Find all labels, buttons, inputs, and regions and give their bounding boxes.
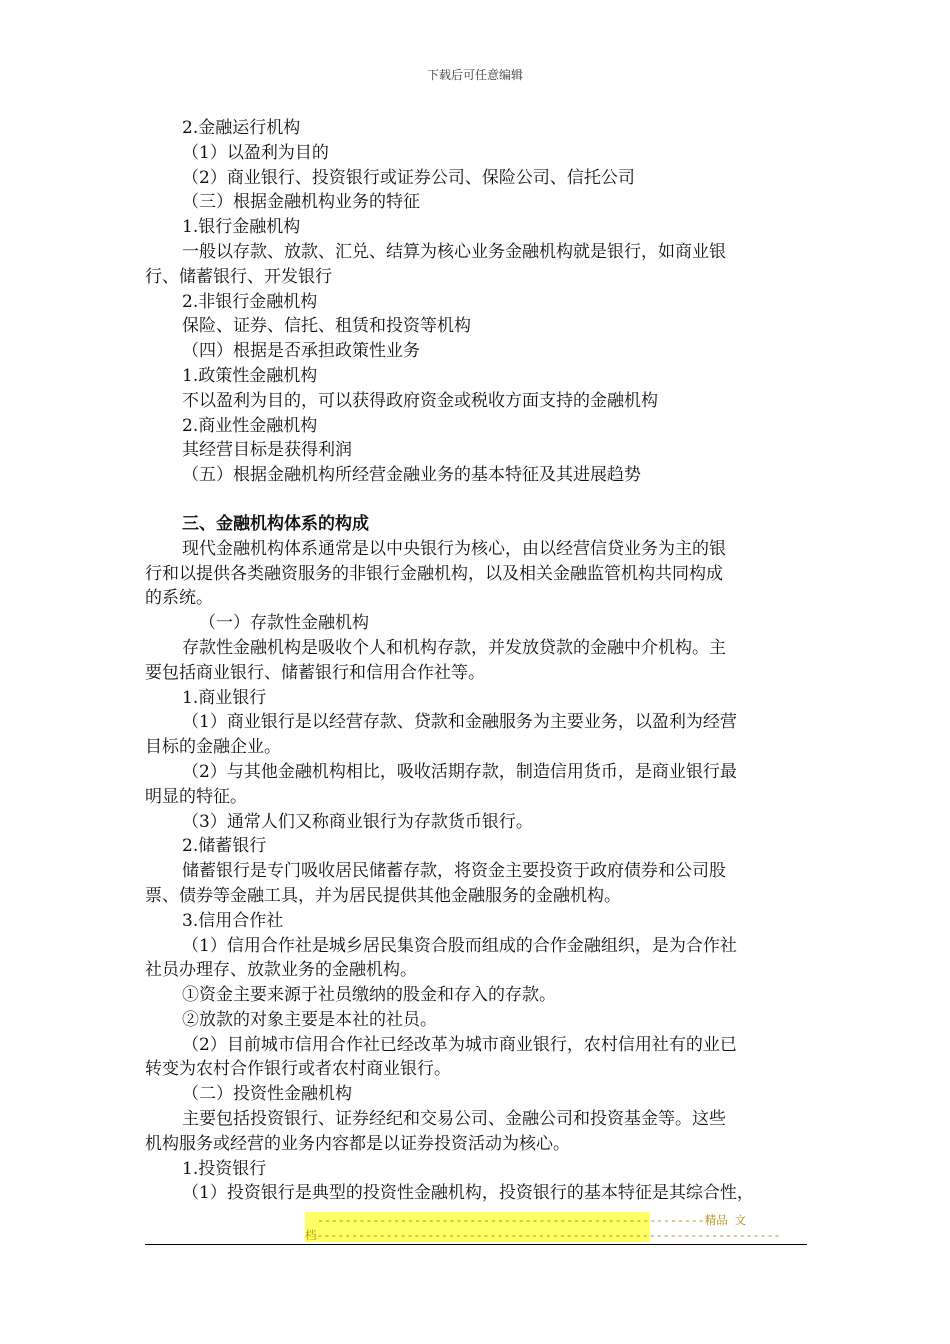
text-line: 行和以提供各类融资服务的非银行金融机构，以及相关金融监管机构共同构成: [145, 563, 723, 584]
text-line: 明显的特征。: [145, 786, 247, 807]
section-heading: 三、金融机构体系的构成: [182, 513, 369, 534]
text-line: 票、债券等金融工具，并为居民提供其他金融服务的金融机构。: [145, 885, 621, 906]
text-line: 要包括商业银行、储蓄银行和信用合作社等。: [145, 662, 485, 683]
text-line: 不以盈利为目的，可以获得政府资金或税收方面支持的金融机构: [182, 390, 658, 411]
document-body: [145, 116, 810, 1206]
text-line: （五）根据金融机构所经营金融业务的基本特征及其进展趋势: [182, 465, 641, 486]
text-line: （1）信用合作社是城乡居民集资合股而组成的合作金融组织，是为合作社: [182, 935, 737, 956]
text-line: 1.商业银行: [182, 687, 267, 708]
text-line: 转变为农村合作银行或者农村商业银行。: [145, 1059, 451, 1080]
text-line: ①资金主要来源于社员缴纳的股金和存入的存款。: [182, 985, 556, 1006]
text-line: 1.银行金融机构: [182, 217, 301, 238]
text-line: 的系统。: [145, 588, 213, 609]
text-line: 行、储蓄银行、开发银行: [145, 266, 332, 287]
text-line: ②放款的对象主要是本社的社员。: [182, 1009, 437, 1030]
footer-rule: [145, 1244, 807, 1245]
text-line: （1）以盈利为目的: [182, 142, 329, 163]
text-line: 储蓄银行是专门吸收居民储蓄存款，将资金主要投资于政府债券和公司股: [182, 861, 726, 882]
footer-line-1: --------------------------------------------------------精品 文: [317, 1213, 747, 1227]
text-line: 1.政策性金融机构: [182, 365, 318, 386]
text-line: 保险、证券、信托、租赁和投资等机构: [182, 316, 471, 337]
text-line: 现代金融机构体系通常是以中央银行为核心，由以经营信贷业务为主的银: [182, 538, 726, 559]
text-line: （2）目前城市信用合作社已经改革为城市商业银行，农村信用社有的业已: [182, 1034, 737, 1055]
text-line: （2）商业银行、投资银行或证券公司、保险公司、信托公司: [182, 167, 635, 188]
text-line: （2）与其他金融机构相比，吸收活期存款，制造信用货币，是商业银行最: [182, 761, 737, 782]
text-line: （3）通常人们又称商业银行为存款货币银行。: [182, 811, 533, 832]
footer-line-2: 档-------------------------------------------------------------------: [305, 1228, 781, 1242]
text-line: （四）根据是否承担政策性业务: [182, 341, 420, 362]
text-line: 一般以存款、放款、汇兑、结算为核心业务金融机构就是银行，如商业银: [182, 241, 726, 262]
text-line: 机构服务或经营的业务内容都是以证券投资活动为核心。: [145, 1133, 570, 1154]
text-line: 2.商业性金融机构: [182, 415, 318, 436]
text-line: 其经营目标是获得利润: [182, 440, 352, 461]
text-line: （1）投资银行是典型的投资性金融机构，投资银行的基本特征是其综合性，: [182, 1183, 754, 1204]
text-line: 2.储蓄银行: [182, 836, 267, 857]
text-line: 2.金融运行机构: [182, 118, 301, 138]
text-line: （1）商业银行是以经营存款、贷款和金融服务为主要业务，以盈利为经营: [182, 712, 737, 733]
text-line: （二）投资性金融机构: [182, 1084, 352, 1105]
text-line: 3.信用合作社: [182, 910, 284, 931]
text-line: 存款性金融机构是吸收个人和机构存款，并发放贷款的金融中介机构。主: [182, 637, 726, 658]
text-line: 主要包括投资银行、证券经纪和交易公司、金融公司和投资基金等。这些: [182, 1109, 726, 1130]
footer-watermark: [305, 1213, 781, 1243]
page-header: 下载后可任意编辑: [426, 68, 523, 82]
text-line: 目标的金融企业。: [145, 737, 281, 758]
text-line: 社员办理存、放款业务的金融机构。: [145, 960, 417, 981]
text-line: （三）根据金融机构业务的特征: [182, 192, 420, 213]
text-line: （一）存款性金融机构: [199, 613, 369, 634]
text-line: 2.非银行金融机构: [182, 291, 318, 312]
text-line: 1.投资银行: [182, 1158, 267, 1179]
